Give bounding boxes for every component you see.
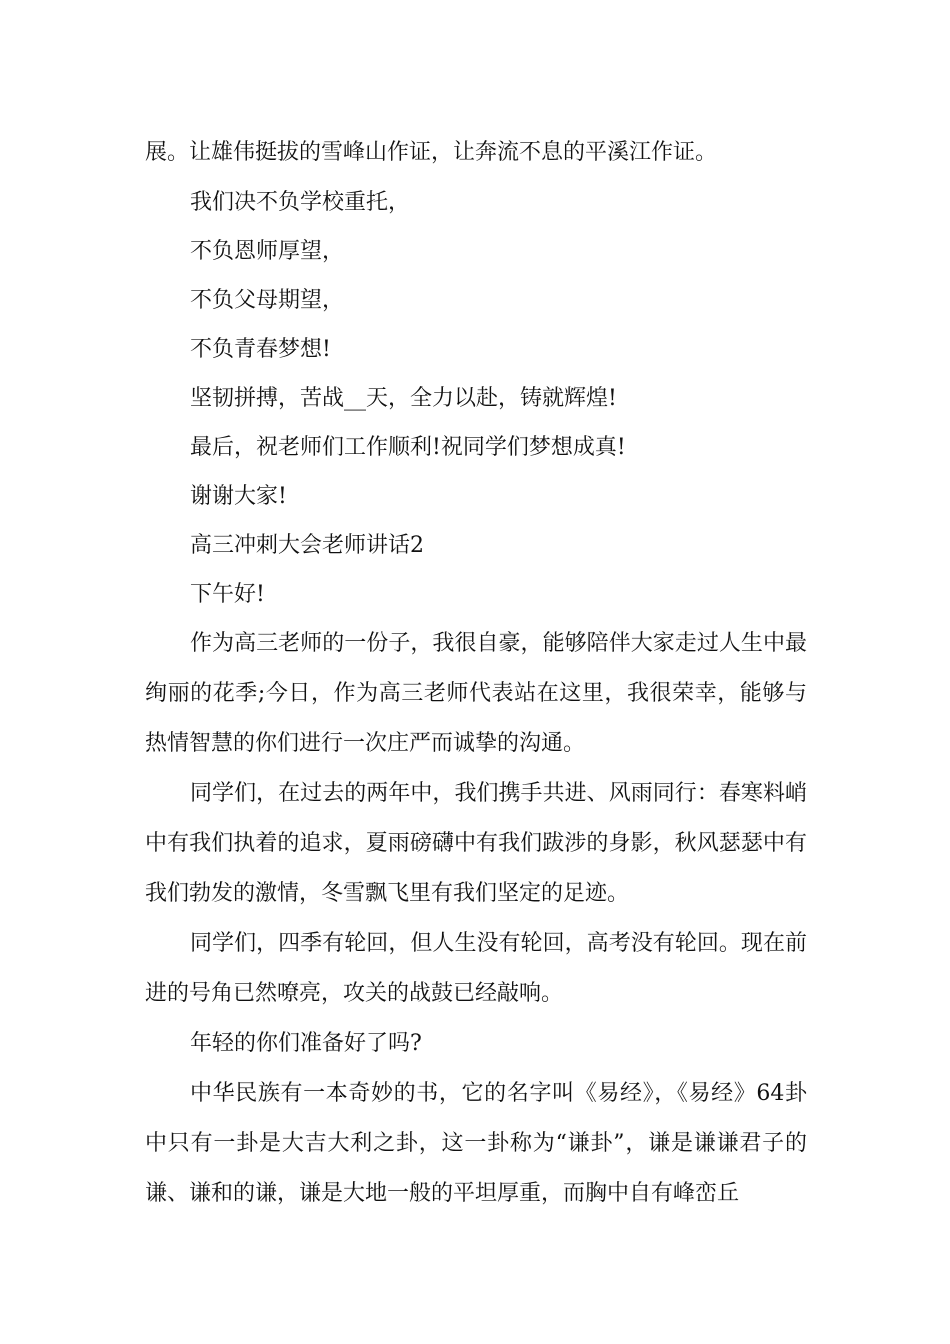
- paragraph-seasons: 同学们，四季有轮回，但人生没有轮回，高考没有轮回。现在前进的号角已然嘹亮，攻关的战鼓已经敲响。: [145, 931, 807, 1006]
- line-wishes: 最后，祝老师们工作顺利!祝同学们梦想成真!: [190, 435, 626, 460]
- section-title: 高三冲刺大会老师讲话2: [190, 533, 424, 558]
- paragraph-pride: 作为高三老师的一份子，我很自豪，能够陪伴大家走过人生中最绚丽的花季;今日，作为高三老师代表站在这里，我很荣幸，能够与热情智慧的你们进行一次庄严而诚挚的沟通。: [145, 631, 807, 756]
- line-pledge-parents: 不负父母期望，: [190, 288, 345, 313]
- line-greeting: 下午好!: [190, 582, 265, 607]
- paragraph-yijing: 中华民族有一本奇妙的书，它的名字叫《易经》，《易经》64卦中只有一卦是大吉大利之卦，这一卦称为“谦卦”，谦是谦谦君子的谦、谦和的谦，谦是大地一般的平坦厚重，而胸中自有峰峦丘: [145, 1081, 807, 1206]
- paragraph-ready: 年轻的你们准备好了吗?: [190, 1031, 422, 1056]
- line-pledge-teachers: 不负恩师厚望，: [190, 239, 345, 264]
- line-thanks: 谢谢大家!: [190, 484, 287, 509]
- paragraph-continuation: 展。让雄伟挺拔的雪峰山作证，让奔流不息的平溪江作证。: [145, 140, 718, 165]
- line-pledge-school: 我们决不负学校重托，: [190, 190, 411, 215]
- line-strive: 坚韧拼搏，苦战__天，全力以赴，铸就辉煌!: [190, 386, 617, 411]
- paragraph-past-two-years: 同学们，在过去的两年中，我们携手共进、风雨同行：春寒料峭中有我们执着的追求，夏雨磅礴中有我们跋涉的身影，秋风瑟瑟中有我们勃发的激情，冬雪飘飞里有我们坚定的足迹。: [145, 781, 807, 906]
- document-body: [145, 128, 807, 1219]
- line-pledge-youth: 不负青春梦想!: [190, 337, 331, 362]
